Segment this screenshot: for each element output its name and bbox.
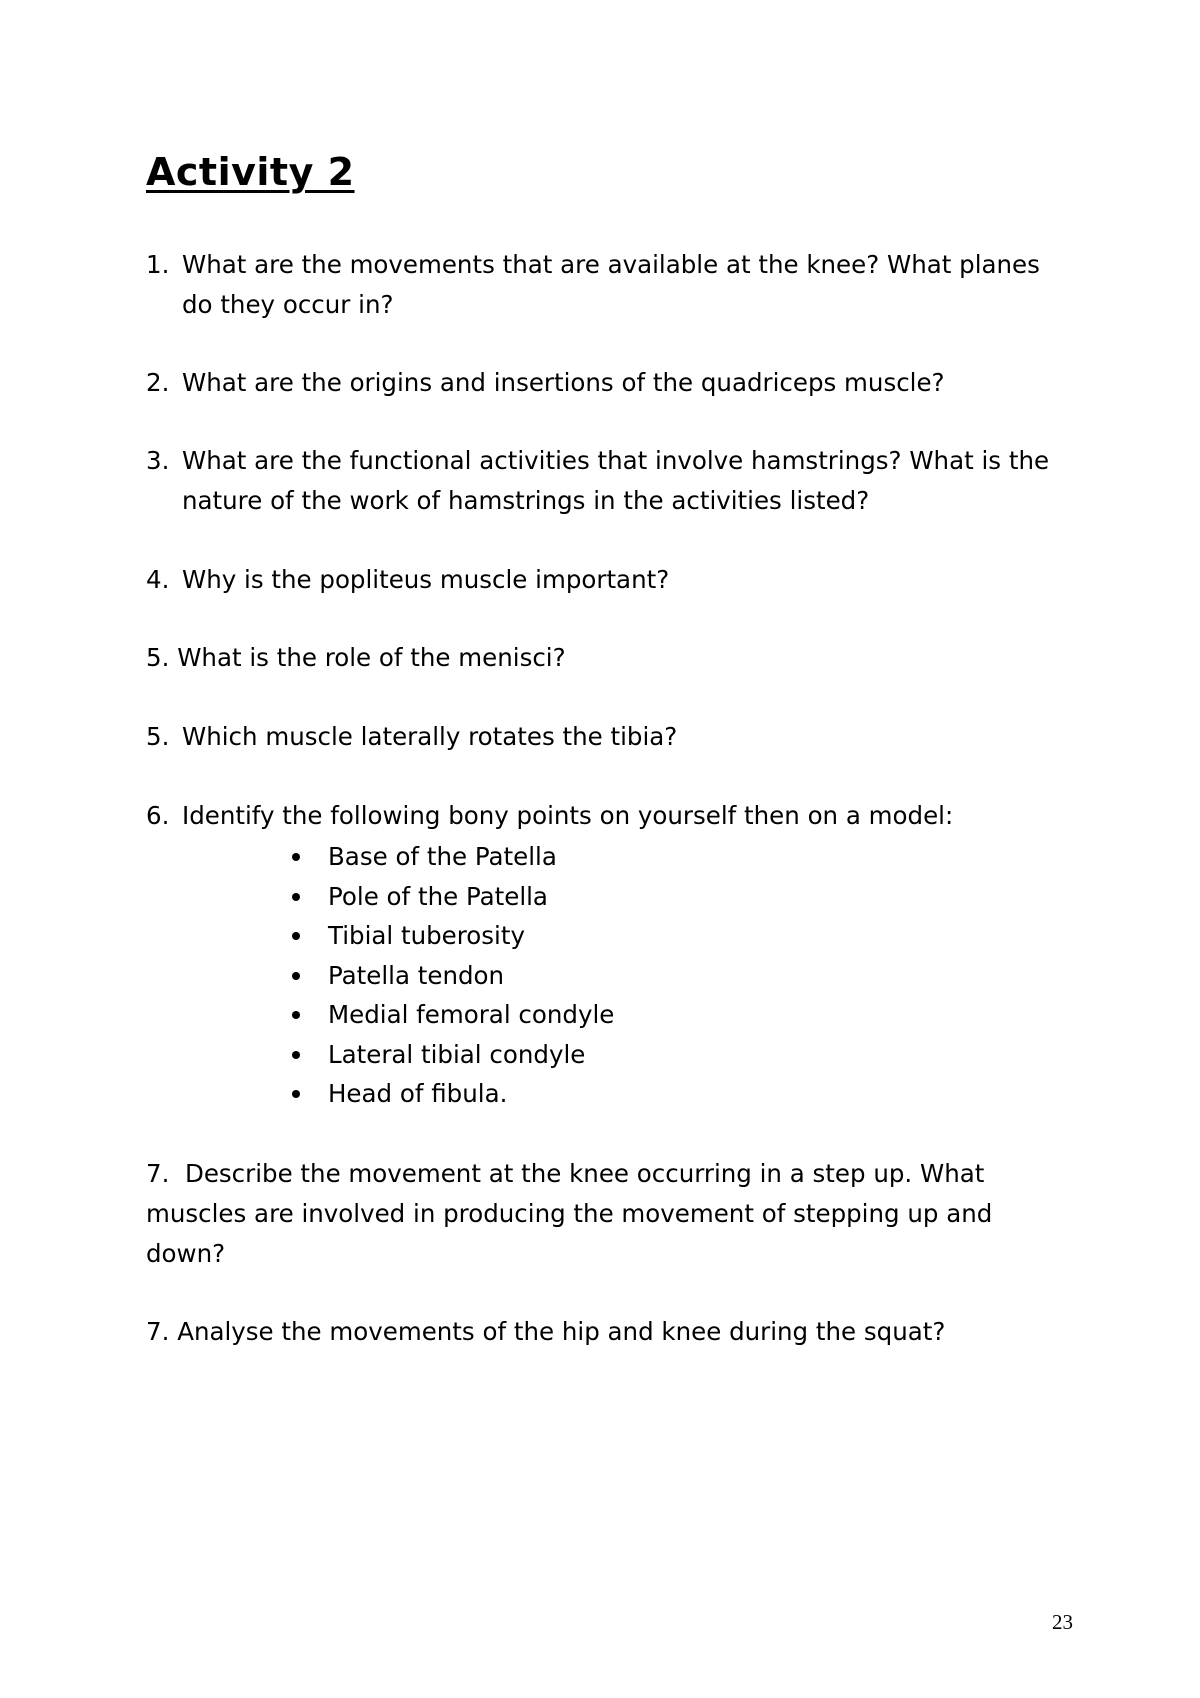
question-text: Why is the popliteus muscle important? [182, 565, 670, 594]
question-number: 6. [146, 801, 170, 830]
question-text: What are the origins and insertions of the quadriceps muscle? [182, 368, 945, 397]
question-number: 3. [146, 446, 170, 475]
question-5-tibia [146, 717, 1106, 757]
bullet-icon [292, 853, 300, 861]
question-1 [146, 245, 1066, 325]
list-item: Medial femoral condyle [290, 995, 614, 1035]
question-text: Analyse the movements of the hip and knee during the squat? [177, 1317, 946, 1346]
question-6 [146, 796, 1126, 836]
list-item: Patella tendon [290, 956, 614, 996]
question-5-menisci [146, 638, 566, 678]
question-text: What are the movements that are available at the knee? What planes do they occur in? [182, 250, 1040, 319]
question-2 [146, 363, 1106, 403]
bullet-icon [292, 1051, 300, 1059]
bony-points-list [290, 837, 614, 1114]
question-number: 5. [146, 643, 170, 672]
page-title: Activity 2 [146, 150, 355, 194]
question-text: What is the role of the menisci? [177, 643, 566, 672]
question-number: 2. [146, 368, 170, 397]
question-3 [146, 441, 1086, 521]
list-item: Tibial tuberosity [290, 916, 614, 956]
list-item: Lateral tibial condyle [290, 1035, 614, 1075]
question-number: 7. [146, 1159, 170, 1188]
question-text: Identify the following bony points on yourself then on a model: [182, 801, 954, 830]
question-7-step-up [146, 1154, 1046, 1274]
question-number: 4. [146, 565, 170, 594]
list-item: Pole of the Patella [290, 877, 614, 917]
question-text: Describe the movement at the knee occurring in a step up. What muscles are involved in producing the movement of stepping up and down? [146, 1159, 993, 1268]
list-item: Base of the Patella [290, 837, 614, 877]
bullet-icon [292, 893, 300, 901]
page-number: 23 [1052, 1610, 1073, 1634]
question-number: 1. [146, 250, 170, 279]
question-text: Which muscle laterally rotates the tibia? [182, 722, 678, 751]
question-4 [146, 560, 1106, 600]
bullet-icon [292, 932, 300, 940]
list-item: Head of fibula. [290, 1074, 614, 1114]
question-number: 7. [146, 1317, 170, 1346]
question-number: 5. [146, 722, 170, 751]
question-text: What are the functional activities that involve hamstrings? What is the nature of the work of hamstrings in the activities listed? [182, 446, 1050, 515]
question-7-squat [146, 1312, 945, 1352]
bullet-icon [292, 972, 300, 980]
bullet-icon [292, 1090, 300, 1098]
bullet-icon [292, 1011, 300, 1019]
